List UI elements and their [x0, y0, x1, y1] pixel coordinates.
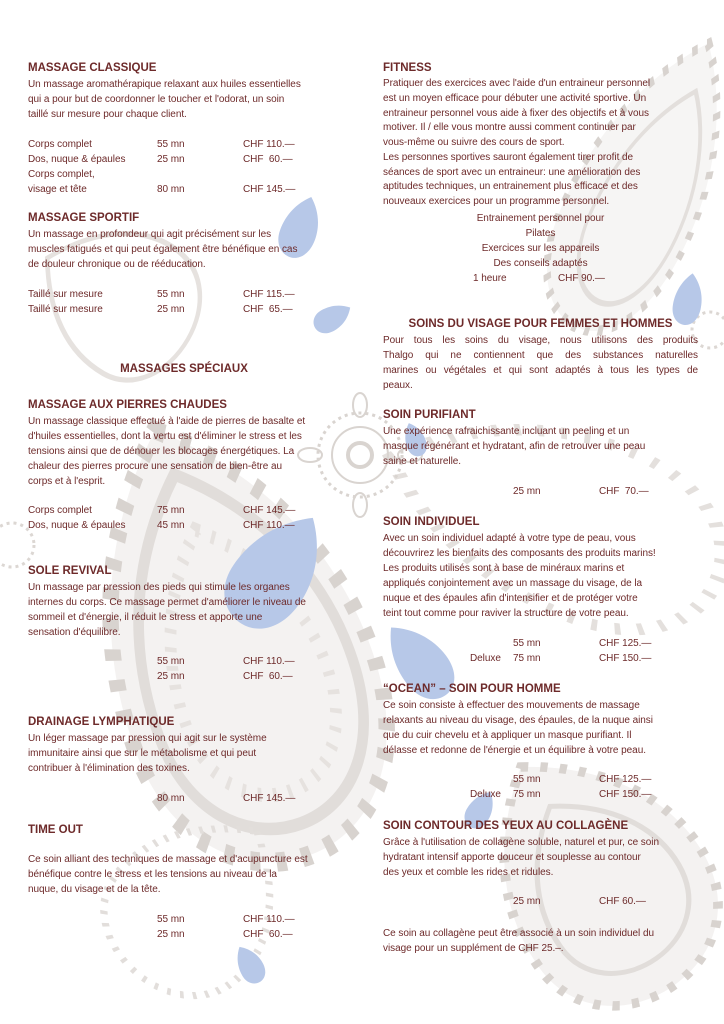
price-row: [0, 287, 724, 302]
description-line: relaxants au niveau du visage, des épaules, de la nuque ainsi: [383, 715, 653, 726]
description-line: tensions ainsi que de dénouer les blocages énergétiques. La: [28, 446, 295, 457]
duration: 25 mn: [157, 671, 185, 682]
description-line: teint tout comme pour raviver la structure de votre peau.: [383, 608, 629, 619]
price: CHF 110.—: [243, 914, 295, 925]
ocean-section: [383, 680, 653, 758]
price-row: [0, 912, 724, 927]
price-row: [0, 651, 724, 666]
pierres-chaudes-section: [28, 396, 305, 489]
description-line: Un massage en profondeur qui agit précisément sur les: [28, 229, 272, 240]
price-row: [0, 787, 724, 802]
price-row: [0, 772, 724, 787]
duration: 25 mn: [157, 929, 185, 940]
price: CHF 60.—: [599, 896, 646, 907]
section-title: SOIN PURIFIANT: [383, 409, 476, 421]
price: CHF 125.—: [599, 774, 652, 785]
section-title: MASSAGE CLASSIQUE: [28, 62, 157, 74]
description-line: Les personnes sportives sauront également tirer profit de: [383, 151, 634, 163]
price: CHF 125.—: [599, 638, 652, 649]
category-title: MASSAGES SPÉCIAUX: [120, 363, 248, 375]
massages-speciaux-heading: [28, 360, 340, 378]
description-line: Un massage classique effectué à l'aide de pierres de basalte et: [28, 416, 306, 427]
description-line: nuque et des épaules afin d'intensifier et de protéger votre: [383, 593, 638, 604]
duration: 55 mn: [513, 638, 541, 649]
price: CHF 70.—: [599, 486, 649, 497]
description-line: Une expérience rafraichissante incluant un peeling et un: [383, 426, 630, 437]
section-title: SOIN INDIVIDUEL: [383, 516, 480, 528]
description-line: Thalgo qui ne contiennent que des substances naturelles: [383, 350, 698, 361]
description-line: Ce soin consiste à effectuer des mouvements de massage: [383, 700, 640, 711]
fitness-program-list: [383, 211, 698, 271]
description-line: qui a pour but de coordonner le toucher et l'odorat, un soin: [28, 94, 285, 105]
description-line: saine et naturelle.: [383, 456, 461, 467]
description-line: découvrirez les bienfaits des composants des produits marins!: [383, 548, 656, 559]
section-title: MASSAGE SPORTIF: [28, 212, 140, 224]
description-line: Grâce à l'utilisation de collagène soluble, naturel et pur, ce soin: [383, 837, 659, 848]
price-row: [0, 484, 724, 499]
price-row: [0, 894, 724, 909]
contour-yeux-section: [383, 817, 659, 880]
description-line: délasse et redonne de l'énergie et un équilibre à votre peau.: [383, 745, 646, 756]
duration: 80 mn: [157, 184, 185, 195]
duration: 45 mn: [157, 520, 185, 531]
duration: 75 mn: [513, 789, 541, 800]
treatment-label: Dos, nuque & épaules: [28, 520, 126, 531]
treatment-label: Corps complet: [28, 139, 92, 150]
price: CHF 145.—: [243, 793, 296, 804]
soin-purifiant-section: [383, 406, 645, 469]
duration: 55 mn: [157, 139, 185, 150]
mandala-ring: [348, 443, 372, 467]
description-line: entraineur personnel vous aide à fixer des objectifs et à vous: [383, 107, 649, 119]
price: CHF 150.—: [599, 789, 652, 800]
description-line: Ce soin alliant des techniques de massage et d'acupuncture est: [28, 854, 308, 865]
treatment-label: Taillé sur mesure: [28, 289, 103, 300]
description-line: motiver. Il / elle vous montre aussi comment continuer par: [383, 122, 636, 134]
description-line: Pour tous les soins du visage, nous utilisons des produits: [383, 335, 698, 346]
description-line: appliqués conjointement avec un massage du visage, de la: [383, 578, 643, 589]
section-title: TIME OUT: [28, 824, 83, 836]
massage-classique-section: [28, 59, 301, 122]
section-title: “OCEAN” – SOIN POUR HOMME: [383, 683, 561, 695]
price-row: [0, 636, 724, 651]
price: CHF 115.—: [243, 289, 295, 300]
program-item: Entrainement personnel pour: [476, 213, 605, 224]
duration: 55 mn: [157, 656, 185, 667]
description-line: hydratant intensif apporte douceur et souplesse au contour: [383, 852, 641, 863]
program-item: Exercices sur les appareils: [481, 243, 600, 254]
description-line: internes du corps. Ce massage permet d'améliorer le niveau de: [28, 597, 306, 608]
section-title: FITNESS: [383, 62, 432, 74]
description-line: immunitaire ainsi que sur le métabolisme et qui peut: [28, 748, 257, 759]
duration: 75 mn: [157, 505, 185, 516]
duration: 25 mn: [157, 304, 185, 315]
massage-sportif-section: [28, 209, 297, 272]
duration: 55 mn: [513, 774, 541, 785]
section-title: MASSAGE AUX PIERRES CHAUDES: [28, 399, 227, 411]
variant-label: Deluxe: [470, 653, 501, 664]
price: CHF 145.—: [243, 184, 296, 195]
description-line: marines ou végétales et qui sont adaptés à tous les types de: [383, 365, 698, 376]
section-title: DRAINAGE LYMPHATIQUE: [28, 716, 175, 728]
price: CHF 150.—: [599, 653, 652, 664]
price: CHF 65.—: [243, 304, 293, 315]
section-title: SOLE REVIVAL: [28, 565, 112, 577]
description-line: chaleur des pierres procure une sensation de bien-être au: [28, 461, 282, 472]
category-title: SOINS DU VISAGE POUR FEMMES ET HOMMES: [408, 318, 673, 330]
soin-individuel-section: [383, 513, 656, 621]
description-line: Les produits utilisés sont à base de minéraux marins et: [383, 563, 625, 574]
price: CHF 60.—: [243, 929, 293, 940]
description-line: Un léger massage par pression qui agit sur le système: [28, 733, 267, 744]
duration: 75 mn: [513, 653, 541, 664]
mandala-ring: [332, 427, 388, 483]
duration: 80 mn: [157, 793, 185, 804]
price: CHF 145.—: [243, 505, 296, 516]
description-line: Pratiquer des exercices avec l'aide d'un entraineur personnel: [383, 78, 651, 89]
note-line: visage pour un supplément de CHF 25.–.: [383, 943, 564, 954]
duration: 55 mn: [157, 289, 185, 300]
treatment-label: Corps complet: [28, 505, 92, 516]
price: CHF 60.—: [243, 671, 293, 682]
program-item: Des conseils adaptés: [493, 258, 588, 269]
duration: 55 mn: [157, 914, 185, 925]
drainage-lymphatique-section: [28, 713, 267, 776]
description-line: sommeil et d'énergie, il réduit le stress et apporte une: [28, 612, 263, 623]
description-line: aptitudes techniques, un entrainement plus efficace et des: [383, 181, 638, 193]
description-line: est un moyen efficace pour débuter une activité sportive. Un: [383, 92, 647, 104]
description-line: des yeux et comble les rides et ridules.: [383, 867, 554, 878]
price: CHF 110.—: [243, 656, 295, 667]
description-line: corps et à l'esprit.: [28, 476, 106, 487]
sole-revival-section: [28, 562, 306, 640]
description-line: de douleur chronique ou de rééducation.: [28, 259, 206, 270]
description-line: Avec un soin individuel adapté à votre type de peau, vous: [383, 533, 636, 544]
description-line: Un massage aromathérapique relaxant aux huiles essentielles: [28, 79, 301, 90]
duration: 25 mn: [513, 486, 541, 497]
variant-label: Deluxe: [470, 789, 501, 800]
description-line: nuque, du visage et de la tête.: [28, 884, 161, 895]
description-line: nouveaux exercices pour un programme personnel.: [383, 196, 610, 207]
description-line: séances de sport avec un entraineur: une amélioration des: [383, 166, 641, 178]
blue-paisley-shape: [229, 941, 270, 988]
description-line: sensation d'équilibre.: [28, 627, 121, 638]
treatment-label: Taillé sur mesure: [28, 304, 103, 315]
note-line: Ce soin au collagène peut être associé à un soin individuel du: [383, 928, 654, 939]
description-line: d'huiles essentielles, dont la vertu est d'éliminer le stress et les: [28, 431, 302, 442]
treatment-label: Dos, nuque & épaules: [28, 154, 126, 165]
fitness-section: [383, 59, 650, 210]
time-out-section: [28, 821, 308, 897]
price-row: [0, 271, 724, 286]
program-item: Pilates: [525, 228, 556, 239]
description-line: bénéfique contre le stress et les tensions au niveau de la: [28, 869, 277, 880]
description-line: vous-même ou suivre des cours de sport.: [383, 137, 565, 148]
soins-visage-section: [383, 315, 698, 393]
price: CHF 110.—: [243, 520, 295, 531]
description-line: que du cuir chevelu et à appliquer un masque purifiant. Il: [383, 730, 632, 741]
description-line: muscles fatigués et qui peut également être bénéfique en cas: [28, 244, 298, 255]
duration: 25 mn: [157, 154, 185, 165]
duration: 25 mn: [513, 896, 541, 907]
treatment-label: visage et tête: [28, 184, 87, 195]
contour-yeux-note: [383, 926, 654, 956]
duration: 1 heure: [473, 273, 507, 284]
price: CHF 60.—: [243, 154, 293, 165]
description-line: peaux.: [383, 380, 413, 391]
description-line: contribuer à l'élimination des toxines.: [28, 763, 190, 774]
treatment-label: Corps complet,: [28, 169, 95, 180]
description-line: Un massage par pression des pieds qui stimule les organes: [28, 582, 290, 593]
description-line: masque régénérant et hydratant, afin de retrouver une peau: [383, 441, 646, 452]
price: CHF 90.—: [558, 273, 605, 284]
price: CHF 110.—: [243, 139, 295, 150]
section-title: SOIN CONTOUR DES YEUX AU COLLAGÈNE: [383, 820, 629, 832]
description-line: taillé sur mesure pour chaque client.: [28, 109, 187, 120]
